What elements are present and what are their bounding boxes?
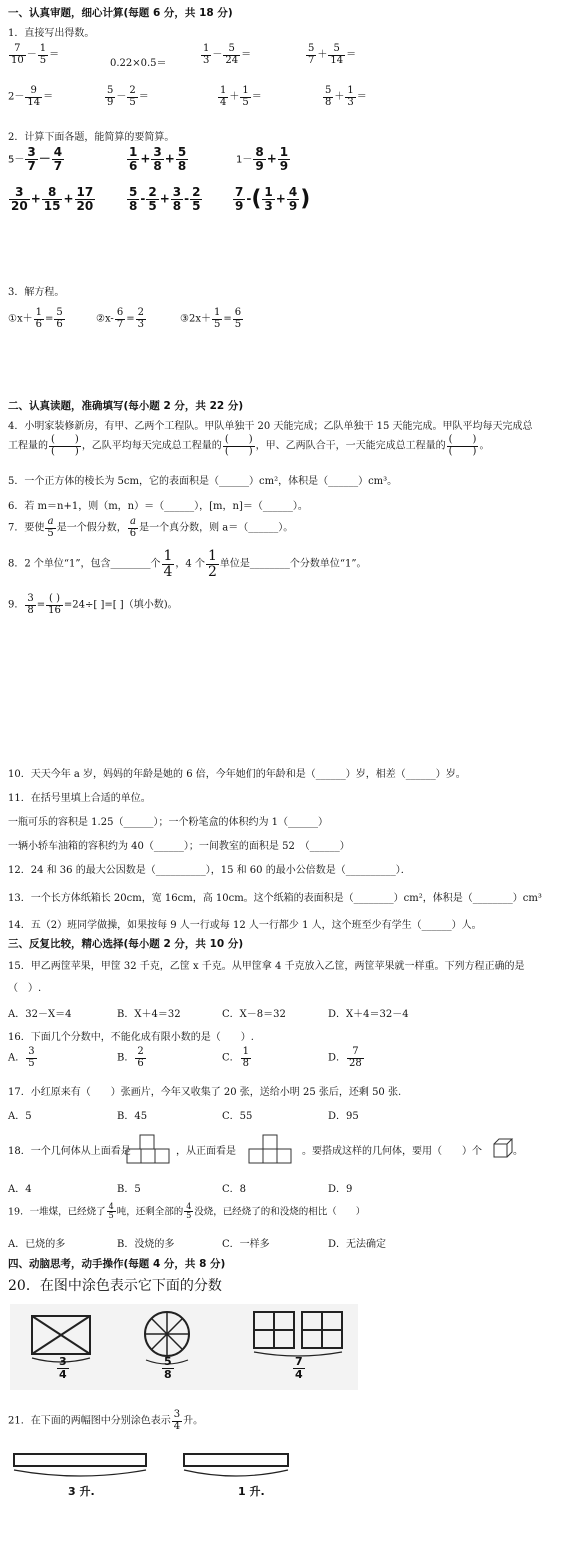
q18-text-1: 18．一个几何体从上面看是 — [8, 1146, 131, 1157]
q15-option-d: D．X＋4＝32－4 — [328, 1009, 409, 1020]
q11-stem: 11．在括号里填上合适的单位。 — [8, 793, 151, 804]
q1-item-6: $\frac{5}{9}$ － $\frac{2}{5}$ ＝ — [107, 85, 149, 108]
q1-item-4: $\frac{5}{7}$ ＋ $\frac{5}{14}$ ＝ — [308, 43, 357, 66]
q1-stem: 1．直接写出得数。 — [8, 28, 95, 39]
q18-text-4: 。 — [513, 1146, 523, 1157]
q2-expr-4: $\frac{3}{20}$ + $\frac{8}{15}$ + $\frac{17}{20}$ — [11, 185, 94, 213]
q1-item-1: $\frac{7}{10}$ － $\frac{1}{5}$ ＝ — [11, 43, 60, 66]
q16-stem: 16．下面几个分数中，不能化成有限小数的是（ ）. — [8, 1032, 254, 1043]
q2-expr-1: 5－ $\frac{3}{7}$ － $\frac{4}{7}$ — [8, 145, 63, 173]
q19-stem: 19．一堆煤，已经烧了 $\frac{4}{5}$ 吨，还剩全部的 $\frac{4}{5}$ 没烧，已经烧了的和没烧的相比（ ） — [8, 1202, 366, 1221]
q12: 12．24 和 36 的最大公因数是（__________），15 和 60 的最小公倍数是（__________）． — [8, 865, 411, 876]
q2-expr-3: 1－ $\frac{8}{9}$ + $\frac{1}{9}$ — [236, 145, 289, 173]
q11-line-a: 一瓶可乐的容积是 1.25（______）；一个粉笔盒的体积约为 1（______） — [8, 817, 328, 828]
q4-line-2: 工程量的 $\frac{( )}{( )}$ ，乙队平均每天完成总工程量的 $\frac{( )}{( )}$ ，甲、乙两队合干，一天能完成总工程量的 $\frac{( )}{( )}$ 。 — [8, 434, 490, 457]
q1-item-5: 2－ $\frac{9}{14}$ ＝ — [8, 85, 54, 108]
q15-option-c: C．X－8＝32 — [222, 1009, 286, 1020]
q1-item-8: $\frac{5}{8}$ ＋ $\frac{1}{3}$ ＝ — [325, 85, 367, 108]
q18-text-3: 。要搭成这样的几何体，要用（ ）个 — [302, 1146, 482, 1157]
q21-stem: 21．在下面的两幅图中分别涂色表示 $\frac{3}{4}$ 升。 — [8, 1409, 204, 1432]
q17-stem: 17．小红原来有（ ）张画片，今年又收集了 20 张，送给小明 25 张后，还剩 50 张. — [8, 1087, 402, 1098]
q20-fraction-3: $\frac{7}{4}$ — [295, 1355, 303, 1381]
q21-label-2: 1 升. — [238, 1485, 265, 1498]
q1-item-2: 0.22×0.5＝ — [110, 58, 167, 69]
q15-stem-end: （ ）. — [8, 983, 42, 994]
q7: 7．要使 $\frac{a}{5}$ 是一个假分数， $\frac{a}{6}$ 是一个真分数，则 a＝（______）。 — [8, 516, 294, 539]
q3-eq-3: ③2x＋ $\frac{1}{5}$ = $\frac{6}{5}$ — [180, 307, 242, 330]
cube-icon — [492, 1138, 514, 1160]
q18-option-b: B．5 — [117, 1184, 141, 1195]
q3-eq-2: ②x- $\frac{6}{7}$ = $\frac{2}{3}$ — [96, 307, 144, 330]
q19-option-c: C．一样多 — [222, 1239, 270, 1250]
q18-text-2: ，从正面看是 — [176, 1146, 236, 1157]
q18-front-view-figure — [248, 1134, 298, 1166]
q17-option-d: D．95 — [328, 1111, 359, 1122]
q20-stem: 20．在图中涂色表示它下面的分数 — [8, 1278, 222, 1294]
q17-option-c: C．55 — [222, 1111, 253, 1122]
q20-fraction-1: $\frac{3}{4}$ — [59, 1355, 67, 1381]
q2-expr-6: $\frac{7}{9}$ -( $\frac{1}{3}$ + $\frac{4}{9}$ ) — [235, 185, 311, 213]
q16-option-c: C． $\frac{1}{8}$ — [222, 1046, 250, 1069]
q15-option-a: A．32－X＝4 — [8, 1009, 72, 1020]
q10: 10．天天今年 a 岁，妈妈的年龄是她的 6 倍，今年她们的年龄和是（______）岁，相差（______）岁。 — [8, 769, 466, 780]
q5: 5．一个正方体的棱长为 5cm，它的表面积是（______）cm²，体积是（______）cm³。 — [8, 476, 398, 487]
q19-option-d: D．无法确定 — [328, 1239, 387, 1250]
q20-fraction-2: $\frac{5}{8}$ — [164, 1355, 172, 1381]
section-1-title: 一、认真审题，细心计算(每题 6 分，共 18 分) — [8, 7, 233, 19]
q16-option-b: B． $\frac{2}{6}$ — [117, 1046, 144, 1069]
q14: 14．五（2）班同学做操，如果按每 9 人一行或每 12 人一行都少 1 人，这个班至少有学生（______）人。 — [8, 920, 482, 931]
q9: 9． $\frac{3}{8}$ = $\frac{( )}{16}$ =24÷[ ]=[ ]（填小数)。 — [8, 593, 178, 616]
q18-top-view-figure — [126, 1134, 176, 1166]
section-2-title: 二、认真读题，准确填写(每小题 2 分，共 22 分) — [8, 400, 244, 412]
q18-option-d: D．9 — [328, 1184, 353, 1195]
q11-line-b: 一辆小轿车油箱的容积约为 40（______）；一间教室的面积是 52 （______） — [8, 841, 350, 852]
q19-option-b: B．没烧的多 — [117, 1239, 175, 1250]
q15-option-b: B．X＋4＝32 — [117, 1009, 181, 1020]
q6: 6．若 m＝n+1，则（m，n）＝（______），[m，n]＝（______）。 — [8, 501, 308, 512]
q8: 8．2 个单位“1”，包含________个 $\frac{1}{4}$ ，4 个 $\frac{1}{2}$ 单位是________个分数单位“1”。 — [8, 548, 367, 580]
q18-option-a: A．4 — [8, 1184, 32, 1195]
q1-item-3: $\frac{1}{3}$ － $\frac{5}{24}$ ＝ — [203, 43, 252, 66]
q3-stem: 3．解方程。 — [8, 287, 65, 298]
section-4-title: 四、动脑思考，动手操作(每题 4 分，共 8 分) — [8, 1258, 226, 1270]
q4-line-1: 4．小明家装修新房，有甲、乙两个工程队。甲队单独干 20 天能完成；乙队单独干 15 天能完成。甲队平均每天完成总 — [8, 421, 533, 432]
q15-stem: 15．甲乙两筐苹果，甲筐 32 千克，乙筐 x 千克。从甲筐拿 4 千克放入乙筐，两筐苹果就一样重。下列方程正确的是 — [8, 961, 525, 972]
q2-stem: 2．计算下面各题，能简算的要简算。 — [8, 132, 175, 143]
q1-item-7: $\frac{1}{4}$ ＋ $\frac{1}{5}$ ＝ — [220, 85, 262, 108]
q19-option-a: A．已烧的多 — [8, 1239, 66, 1250]
q13: 13．一个长方体纸箱长 20cm，宽 16cm，高 10cm。这个纸箱的表面积是（________）cm²，体积是（________）cm³ — [8, 893, 542, 904]
q16-option-a: A． $\frac{3}{5}$ — [8, 1046, 35, 1069]
q2-expr-2: $\frac{1}{6}$ + $\frac{3}{8}$ + $\frac{5}{8}$ — [129, 145, 187, 173]
q2-expr-5: $\frac{5}{8}$ - $\frac{2}{5}$ + $\frac{3}{8}$ - $\frac{2}{5}$ — [129, 185, 201, 213]
q17-option-b: B．45 — [117, 1111, 148, 1122]
q18-option-c: C．8 — [222, 1184, 247, 1195]
q21-label-1: 3 升. — [68, 1485, 95, 1498]
section-3-title: 三、反复比较，精心选择(每小题 2 分，共 10 分) — [8, 938, 244, 950]
q17-option-a: A．5 — [8, 1111, 32, 1122]
q20-figure-panel — [10, 1304, 358, 1390]
q3-eq-1: ①x＋ $\frac{1}{6}$ = $\frac{5}{6}$ — [8, 307, 63, 330]
q16-option-d: D． $\frac{7}{28}$ — [328, 1046, 362, 1069]
